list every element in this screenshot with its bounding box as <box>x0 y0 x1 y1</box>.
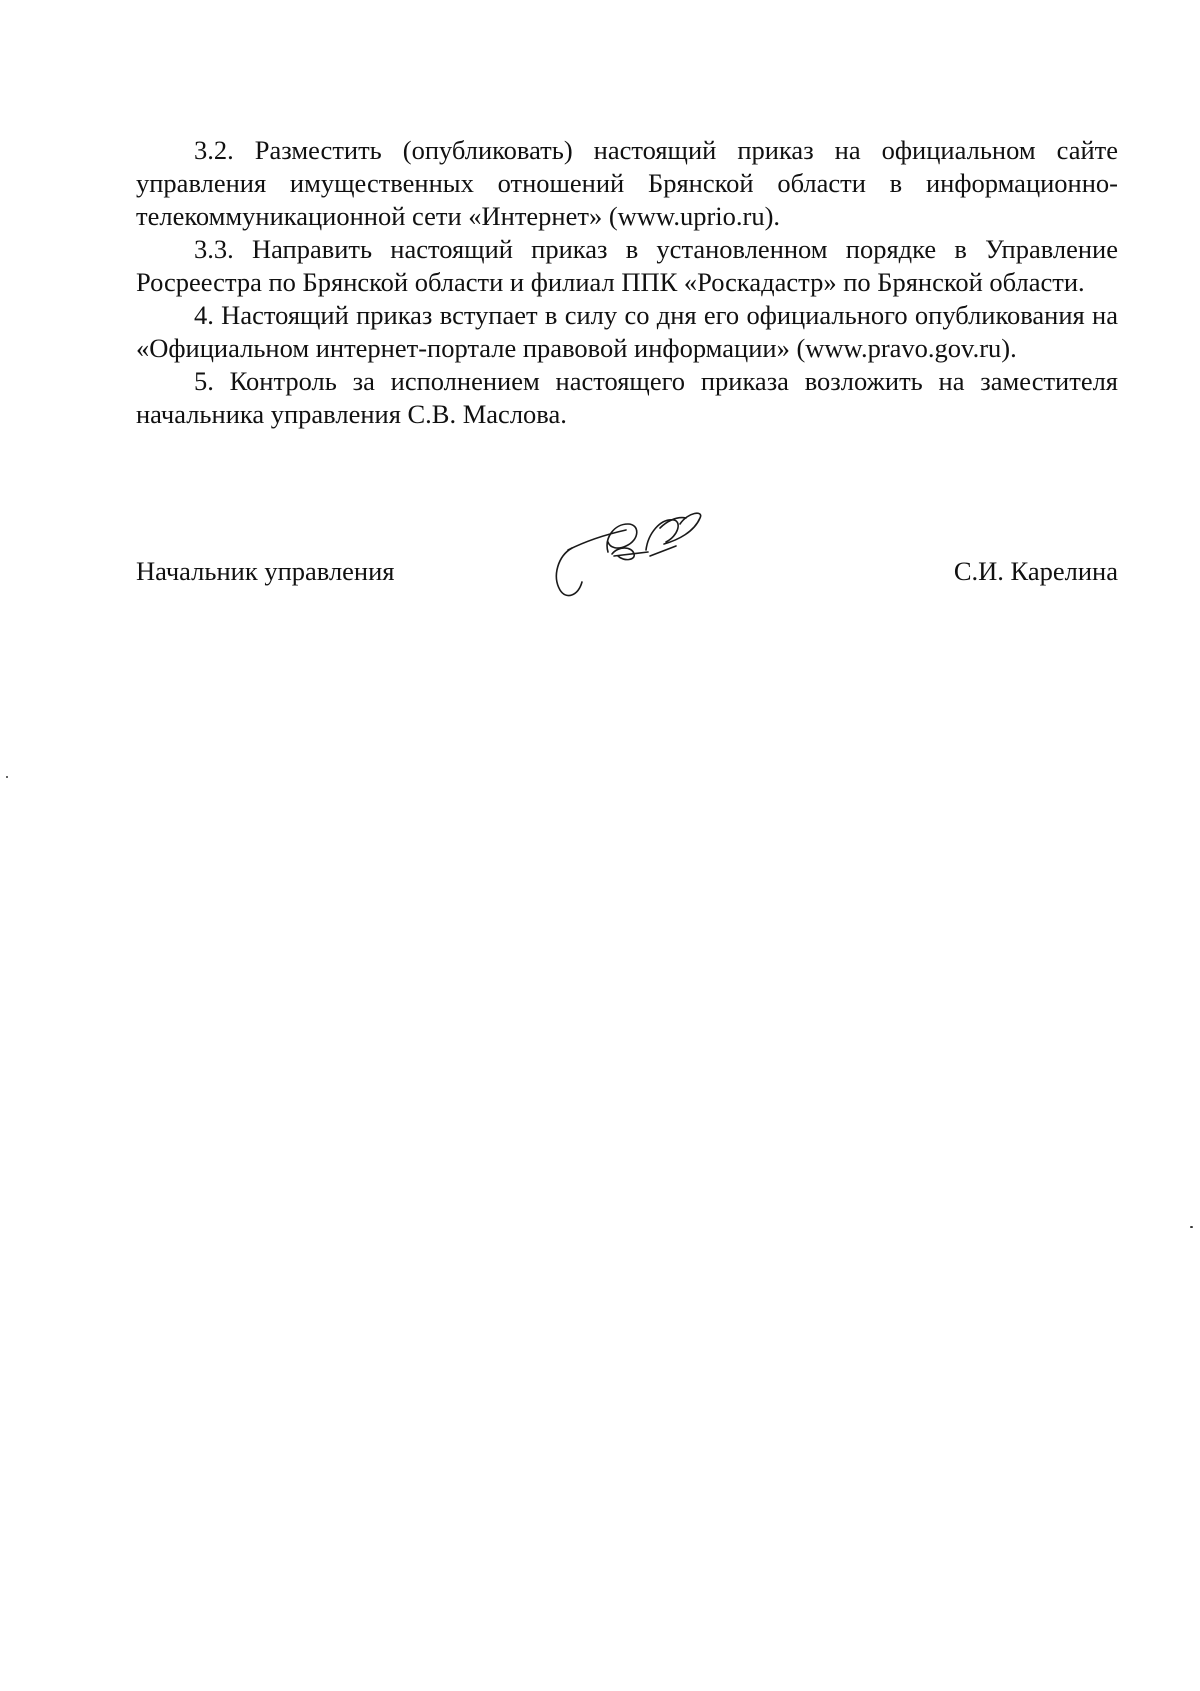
scan-artifact-dot <box>1190 1226 1193 1228</box>
paragraph-4: 4. Настоящий приказ вступает в силу со дня его официального опубликования на «Официальном интернет-портале правовой информации» (www.pravo.gov.ru). <box>136 300 1118 363</box>
document-body <box>136 134 1118 431</box>
paragraph-3-2: 3.2. Разместить (опубликовать) настоящий приказ на официальном сайте управления имущественных отношений Брянской области в информационно-телекоммуникационной сети «Интернет» (www.uprio.ru). <box>136 135 1118 231</box>
paragraph-3-3: 3.3. Направить настоящий приказ в установленном порядке в Управление Росреестра по Брянской области и филиал ППК «Роскадастр» по Брянской области. <box>136 234 1118 297</box>
handwritten-signature <box>548 510 728 620</box>
paragraph-5: 5. Контроль за исполнением настоящего приказа возложить на заместителя начальника управления С.В. Маслова. <box>136 366 1118 429</box>
signer-name: С.И. Карелина <box>953 556 1118 586</box>
scan-artifact-dot <box>6 776 8 778</box>
signer-position: Начальник управления <box>136 556 395 586</box>
